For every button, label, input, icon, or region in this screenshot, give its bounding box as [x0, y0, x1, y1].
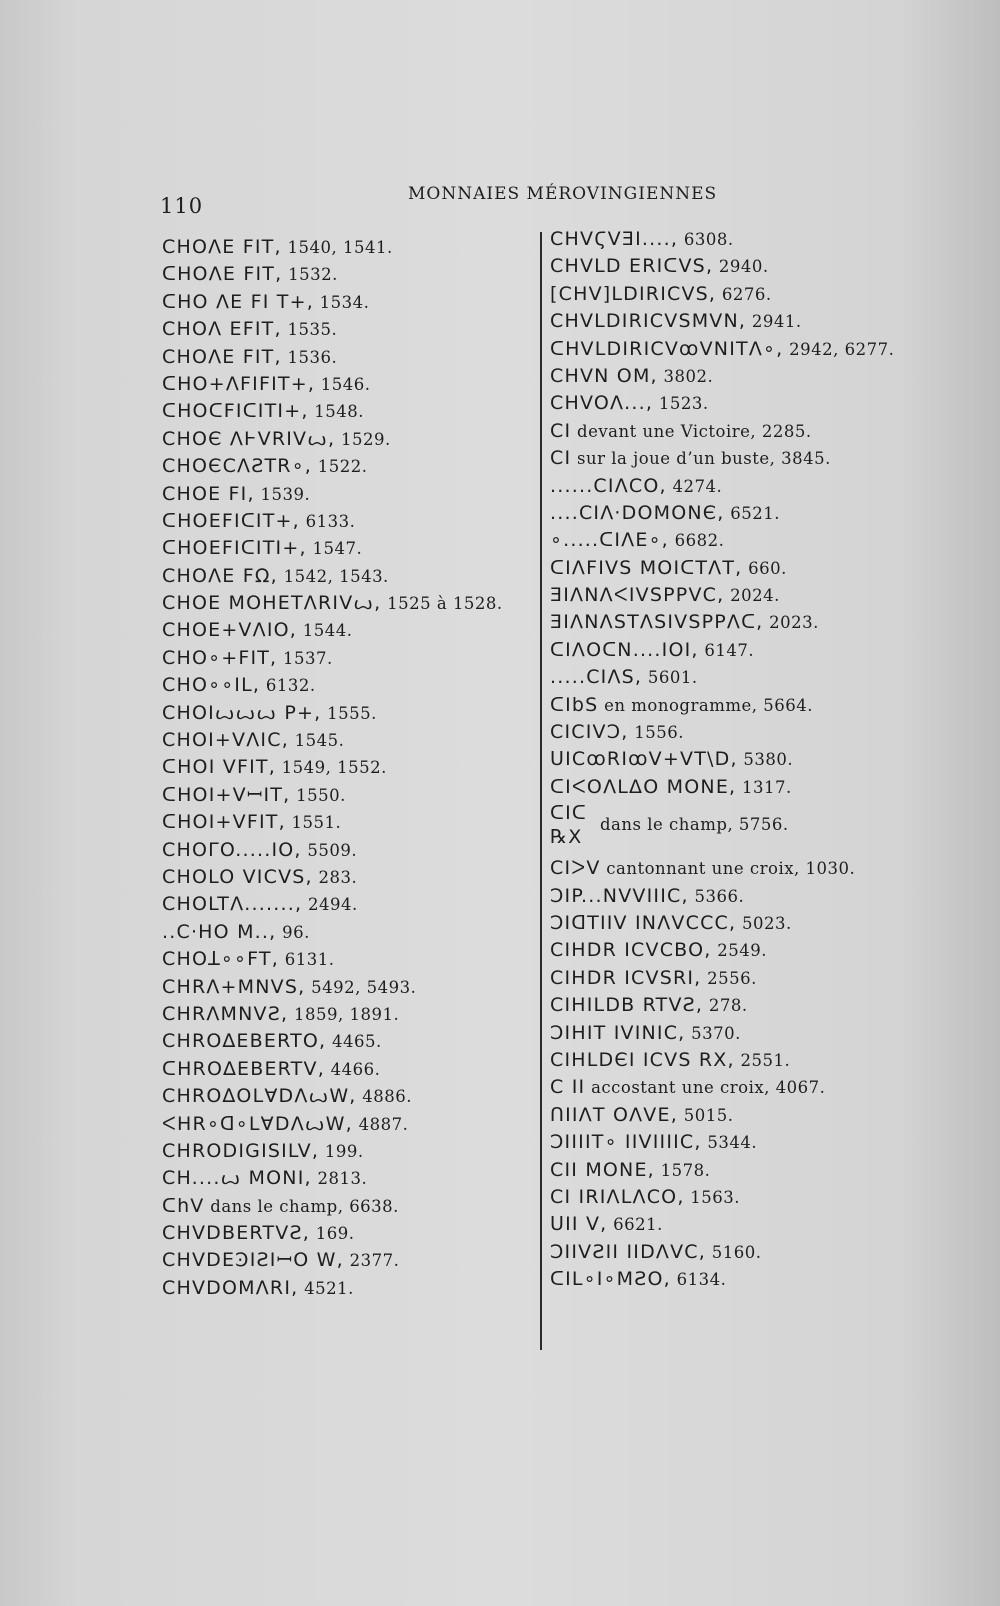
coin-legend: CHOE+VΛIO,: [162, 619, 298, 642]
catalogue-reference: 2494.: [302, 895, 358, 915]
coin-entry: [550, 500, 940, 527]
coin-legend: ƎIΛNΛSTΛSIVSPPΛᑕ,: [550, 611, 764, 634]
catalogue-reference: 1532.: [282, 265, 338, 285]
coin-legend: ......CIΛCO,: [550, 474, 667, 497]
coin-entry: [550, 1184, 940, 1211]
coin-legend: CHVLD ERIᑕVS,: [550, 255, 714, 278]
catalogue-reference: 6521.: [724, 503, 781, 523]
coin-entry: [162, 371, 532, 398]
column-divider: [540, 232, 542, 1350]
catalogue-reference: 6682.: [668, 531, 725, 551]
catalogue-reference: 4886.: [356, 1087, 413, 1107]
coin-entry: [162, 837, 532, 864]
coin-legend-second-line: ℞X: [550, 826, 583, 849]
coin-legend: ƆIIIIT∘ IIVIIIIC,: [550, 1131, 702, 1154]
coin-entry: [550, 308, 940, 335]
coin-entry: [550, 1102, 940, 1129]
coin-legend: ᑕHOI+VꟷIT,: [162, 783, 291, 806]
catalogue-reference: 1522.: [312, 457, 368, 477]
coin-legend: CHOΛE FIT,: [162, 345, 282, 368]
catalogue-reference: sur la joue d’un buste, 3845.: [571, 449, 831, 469]
catalogue-reference: 1547.: [306, 539, 363, 559]
catalogue-reference: 6147.: [698, 640, 755, 660]
coin-entry: [550, 1020, 940, 1047]
coin-entry: [550, 418, 940, 445]
catalogue-reference: 1563.: [684, 1187, 741, 1207]
coin-entry: [550, 965, 940, 992]
right-column: [550, 226, 940, 1293]
coin-legend: ᑕhV: [162, 1194, 205, 1217]
coin-legend: CHOΛE FIT,: [162, 236, 282, 258]
coin-entry: [550, 719, 940, 746]
catalogue-reference: 4465.: [326, 1032, 382, 1052]
catalogue-reference: 5492, 5493.: [305, 977, 417, 997]
coin-entry: [550, 555, 940, 582]
catalogue-reference: 5160.: [706, 1242, 762, 1262]
catalogue-reference: 1545.: [288, 731, 345, 751]
catalogue-reference: 1549, 1552.: [275, 758, 387, 778]
coin-legend: CHVDEϿIƧIꟷO W,: [162, 1249, 344, 1272]
catalogue-reference: 6132.: [260, 676, 316, 696]
coin-entry: [550, 253, 940, 280]
coin-entry: [550, 1047, 940, 1074]
catalogue-reference: 2023.: [763, 613, 819, 633]
catalogue-reference: 199.: [319, 1141, 364, 1161]
catalogue-reference: 5366.: [688, 886, 745, 906]
coin-entry: [550, 1074, 940, 1101]
coin-legend: ƆIP...NVVIIIC,: [550, 884, 689, 907]
catalogue-reference: 2024.: [724, 586, 780, 606]
coin-legend: C II: [550, 1076, 586, 1099]
coin-legend: ƎIΛNΛᐸIVSPPVC,: [550, 584, 725, 607]
coin-entry: [550, 1211, 940, 1238]
coin-legend: CHVϚVƎI....,: [550, 228, 679, 250]
catalogue-reference: 2551.: [734, 1050, 791, 1070]
coin-entry: [550, 1266, 940, 1293]
catalogue-reference: 4466.: [324, 1059, 381, 1079]
coin-legend: .....CIΛS,: [550, 666, 643, 689]
catalogue-reference: 1556.: [628, 723, 685, 743]
catalogue-reference: 5601.: [642, 668, 698, 688]
coin-legend: CHOЄ ΛⱵVRIVꙍ,: [162, 427, 336, 450]
coin-legend: ᑕHRO∆EBERTV,: [162, 1057, 325, 1080]
coin-legend: ᑕIbS: [550, 693, 599, 716]
coin-legend: CH....ꙍ MONI,: [162, 1167, 312, 1190]
coin-entry: [550, 1239, 940, 1266]
coin-entry: [162, 891, 532, 918]
coin-entry: [550, 527, 940, 554]
catalogue-reference: 1578.: [654, 1160, 711, 1180]
coin-entry: [162, 535, 532, 562]
catalogue-reference: cantonnant une croix, 1030.: [600, 859, 856, 879]
coin-legend: CIHDR ICVSRI,: [550, 966, 702, 989]
coin-legend: CHRO∆OLⱯDΛꙍW,: [162, 1085, 357, 1108]
coin-entry: [550, 226, 940, 253]
coin-entry: [162, 453, 532, 480]
coin-entry: [162, 1247, 532, 1274]
catalogue-reference: 283.: [312, 867, 358, 887]
coin-legend: CHVN OM,: [550, 364, 658, 387]
catalogue-reference: 1859, 1891.: [288, 1004, 400, 1024]
catalogue-reference: 1536.: [281, 347, 338, 367]
catalogue-reference: 1523.: [653, 394, 709, 414]
coin-entry: [162, 1056, 532, 1083]
catalogue-reference: 1525 à 1528.: [381, 594, 503, 614]
coin-legend: ᑌII V,: [550, 1213, 608, 1236]
catalogue-reference: 6134.: [670, 1270, 727, 1290]
catalogue-reference: 5344.: [701, 1133, 758, 1153]
coin-legend: CHOꓕ∘∘FT,: [162, 948, 279, 971]
catalogue-reference: 1540, 1541.: [281, 238, 393, 257]
coin-legend: ᑕIᑕ: [550, 802, 587, 825]
coin-entry: [162, 1111, 532, 1138]
coin-legend: CHRΛ+MNVS,: [162, 975, 306, 998]
coin-legend: CHO∘+FIT,: [162, 646, 278, 669]
coin-entry: [162, 1001, 532, 1028]
catalogue-reference: accostant une croix, 4067.: [585, 1078, 826, 1098]
coin-legend: CHOΛ EFIT,: [162, 318, 282, 341]
coin-legend: ƆIIVƧII IIDΛVC,: [550, 1240, 707, 1263]
coin-entry: [162, 1138, 532, 1165]
coin-entry: [550, 390, 940, 417]
coin-legend: ᑕHOᑕFIᑕITI+,: [162, 400, 309, 423]
coin-entry: [550, 801, 940, 855]
coin-entry: [162, 1220, 532, 1247]
coin-legend: CHOE MOHETΛRIVꙍ,: [162, 592, 382, 615]
coin-entry: [550, 692, 940, 719]
coin-legend: CIᐳV: [550, 857, 601, 880]
coin-entry: [162, 782, 532, 809]
coin-entry: [162, 974, 532, 1001]
coin-legend: ..C·HO M..,: [162, 920, 277, 943]
coin-entry: [550, 445, 940, 472]
catalogue-reference: 5370.: [685, 1023, 741, 1043]
coin-entry: [550, 910, 940, 937]
catalogue-reference: 6133.: [299, 511, 356, 531]
left-column: [162, 234, 532, 1302]
catalogue-reference: 5380.: [737, 750, 794, 770]
coin-entry: [550, 992, 940, 1019]
coin-entry: [162, 590, 532, 617]
catalogue-reference: 5015.: [677, 1105, 734, 1125]
coin-legend: CI IRIΛLΛCO,: [550, 1185, 685, 1208]
coin-entry: [162, 617, 532, 644]
coin-legend: CHRO∆EBERTO,: [162, 1030, 327, 1053]
coin-entry: [162, 919, 532, 946]
coin-legend: ᑎIIΛT OΛVE,: [550, 1103, 678, 1126]
coin-legend: CHRODIGISILV,: [162, 1139, 320, 1162]
catalogue-reference: 1546.: [315, 374, 371, 394]
coin-legend: CHVOΛ...,: [550, 392, 654, 415]
coin-entry: [162, 864, 532, 891]
coin-entry: [162, 727, 532, 754]
coin-entry: [550, 937, 940, 964]
catalogue-reference: 2377.: [343, 1251, 400, 1271]
catalogue-reference: 660.: [742, 558, 787, 578]
coin-entry: [162, 672, 532, 699]
coin-legend: ᑕHOEFIᑕIT+,: [162, 509, 300, 532]
catalogue-reference: 3802.: [657, 366, 714, 386]
coin-entry: [550, 1157, 940, 1184]
catalogue-reference: 5023.: [736, 913, 792, 933]
coin-entry: [162, 1165, 532, 1192]
catalogue-reference: dans le champ, 6638.: [204, 1196, 399, 1216]
coin-entry: [550, 746, 940, 773]
coin-legend: CHVDBERTVƧ,: [162, 1222, 310, 1245]
coin-entry: [550, 883, 940, 910]
coin-legend: ᑕIΛFIVS MOIᑕTΛT,: [550, 556, 743, 579]
catalogue-reference: dans le champ, 5756.: [600, 815, 789, 835]
coin-legend: ᑕIL∘I∘MƧO,: [550, 1268, 671, 1291]
coin-legend: CIHLDЄI ICVS RX,: [550, 1048, 735, 1071]
coin-entry: [162, 1275, 532, 1302]
coin-legend: CI: [550, 447, 572, 470]
coin-legend: CHOI+VΛIC,: [162, 729, 289, 752]
catalogue-reference: 1548.: [308, 402, 365, 422]
coin-legend: CHOIꙍꙍꙍ P+,: [162, 701, 322, 724]
coin-entry: [162, 754, 532, 781]
coin-legend: ᑕHOEFIᑕITI+,: [162, 537, 307, 560]
coin-entry: [162, 645, 532, 672]
coin-legend: [CHV]LDIRICVS,: [550, 282, 717, 305]
catalogue-reference: 5509.: [301, 840, 358, 860]
coin-legend: ᑕHOΛE FIT,: [162, 263, 283, 286]
catalogue-reference: 2813.: [311, 1169, 368, 1189]
catalogue-reference: 6131.: [278, 950, 335, 970]
catalogue-reference: devant une Victoire, 2285.: [571, 421, 812, 441]
coin-entry: [162, 508, 532, 535]
catalogue-reference: 1317.: [736, 777, 792, 797]
coin-legend: CHOΛE FΩ,: [162, 564, 278, 587]
coin-entry: [162, 234, 532, 261]
coin-entry: [550, 855, 940, 882]
coin-legend: CIHDR ICVCBO,: [550, 939, 712, 962]
coin-entry: [162, 398, 532, 425]
coin-legend: ᑕHVLDIRICVꝏVNITΛ∘,: [550, 337, 784, 360]
coin-entry: [162, 289, 532, 316]
coin-entry: [550, 1129, 940, 1156]
coin-entry: [550, 473, 940, 500]
coin-legend: CICIVƆ,: [550, 721, 629, 744]
coin-entry: [162, 481, 532, 508]
coin-entry: [550, 664, 940, 691]
catalogue-reference: 6276.: [716, 284, 772, 304]
catalogue-reference: 4887.: [352, 1114, 409, 1134]
coin-legend: CHOE FI,: [162, 482, 255, 505]
coin-legend: ᑕHO ΛE FI T+,: [162, 290, 314, 313]
coin-entry: [162, 261, 532, 288]
catalogue-reference: 2549.: [711, 941, 767, 961]
catalogue-reference: 1534.: [313, 292, 370, 312]
coin-entry: [162, 1193, 532, 1220]
coin-legend: CI: [550, 419, 572, 442]
running-title: MONNAIES MÉROVINGIENNES: [408, 184, 718, 204]
catalogue-reference: 1539.: [254, 484, 311, 504]
coin-entry: [162, 1083, 532, 1110]
coin-entry: [550, 363, 940, 390]
catalogue-reference: 2940.: [713, 257, 769, 277]
coin-entry: [162, 1028, 532, 1055]
coin-legend: ᑕIᐸOΛLΔO MONE,: [550, 775, 737, 798]
catalogue-reference: 1550.: [290, 785, 346, 805]
coin-legend: CHOΓO.....IO,: [162, 838, 302, 861]
coin-legend: ᑌICꝏRIꝏV+VT\D,: [550, 748, 738, 771]
coin-entry: [162, 316, 532, 343]
coin-entry: [550, 609, 940, 636]
catalogue-reference: 6621.: [607, 1215, 663, 1235]
catalogue-reference: 2556.: [701, 968, 757, 988]
catalogue-reference: 6308.: [678, 230, 734, 249]
coin-entry: [550, 582, 940, 609]
catalogue-reference: en monogramme, 5664.: [598, 695, 813, 715]
coin-legend: ᑕHOI+VFIT,: [162, 811, 286, 834]
catalogue-reference: 4521.: [298, 1278, 354, 1298]
coin-legend: ᑕIΛOᑕN....IOI,: [550, 638, 699, 661]
coin-legend: CIHILDB RTVƧ,: [550, 994, 704, 1017]
coin-legend: CHVDOMΛRI,: [162, 1276, 299, 1299]
coin-legend: ᐸHR∘ᗡ∘LⱯDΛꙍW,: [162, 1112, 353, 1135]
coin-legend: ᑕHO+ΛFIFIT+,: [162, 372, 316, 395]
coin-legend: ƆIHIT IVINIC,: [550, 1021, 686, 1044]
coin-legend: CHO∘∘IL,: [162, 674, 261, 697]
catalogue-reference: 1535.: [281, 320, 338, 340]
page-number: 110: [160, 194, 204, 218]
catalogue-reference: 1544.: [297, 621, 353, 641]
catalogue-reference: 278.: [703, 996, 748, 1016]
coin-entry: [162, 946, 532, 973]
coin-legend: ....CIΛ·DOMONЄ,: [550, 501, 725, 524]
catalogue-reference: 4274.: [666, 476, 723, 496]
catalogue-reference: 96.: [276, 922, 310, 942]
catalogue-reference: 1555.: [321, 703, 377, 723]
catalogue-reference: 1551.: [285, 813, 342, 833]
coin-legend: CII MONE,: [550, 1158, 655, 1181]
catalogue-reference: 169.: [309, 1224, 355, 1244]
coin-entry: [550, 281, 940, 308]
coin-legend: CHOLO VICVS,: [162, 865, 313, 888]
catalogue-reference: 1537.: [277, 648, 333, 668]
coin-legend: CHOЄCΛƧTR∘,: [162, 455, 313, 478]
coin-legend: ƆIᗡTIIV INΛVCCC,: [550, 911, 737, 934]
coin-legend: CHVLDIRICVSMVN,: [550, 310, 747, 333]
coin-entry: [550, 637, 940, 664]
catalogue-reference: 1529.: [335, 429, 391, 449]
coin-legend: ∘.....ᑕIΛE∘,: [550, 529, 669, 552]
coin-legend: ᑕHOI VFIT,: [162, 756, 276, 779]
catalogue-reference: 1542, 1543.: [277, 566, 389, 586]
coin-legend: CHOLTΛ.......,: [162, 893, 303, 916]
coin-entry: [162, 344, 532, 371]
coin-entry: [162, 426, 532, 453]
catalogue-reference: 2941.: [746, 312, 802, 332]
coin-entry: [550, 336, 940, 363]
coin-entry: [550, 774, 940, 801]
catalogue-reference: 2942, 6277.: [783, 339, 895, 359]
coin-entry: [162, 700, 532, 727]
coin-legend: CHRΛMNVƧ,: [162, 1002, 289, 1025]
coin-entry: [162, 809, 532, 836]
coin-entry: [162, 563, 532, 590]
